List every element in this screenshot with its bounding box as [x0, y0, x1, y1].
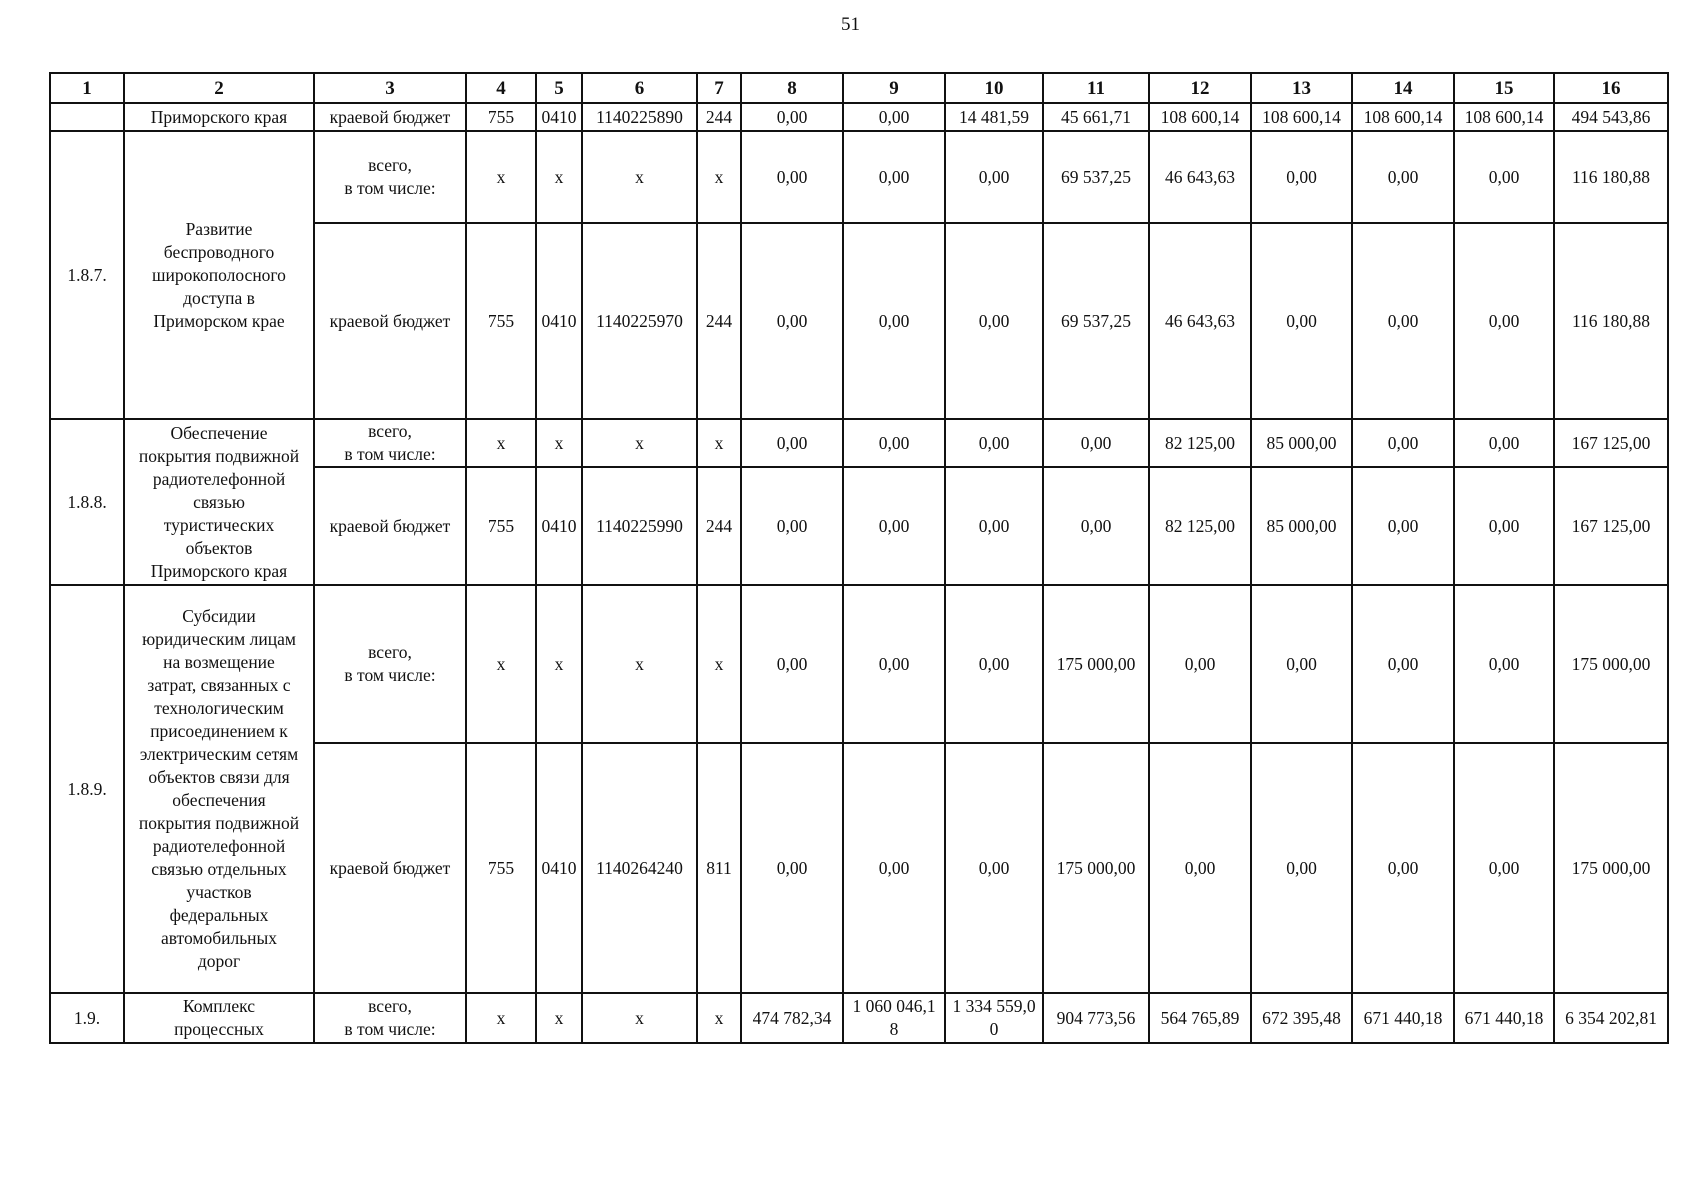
expense-type-code: x [697, 993, 741, 1043]
funding-source [314, 223, 466, 419]
column-header-5: 5 [536, 73, 582, 103]
amount-cell: 0,00 [1149, 743, 1251, 993]
column-header-16: 16 [1554, 73, 1668, 103]
grbs-code: 755 [466, 743, 536, 993]
amount-cell: 0,00 [1454, 743, 1554, 993]
amount-cell: 0,00 [1352, 467, 1454, 585]
funding-source-line: всего, [368, 155, 412, 175]
section-code: 0410 [536, 103, 582, 131]
measure-name-line: покрытия подвижной [138, 813, 300, 833]
amount-cell: 69 537,25 [1043, 223, 1149, 419]
funding-source-line: в том числе: [344, 444, 436, 464]
measure-name-line: обеспечения [172, 790, 266, 810]
target-article-code: x [582, 131, 697, 223]
amount-cell: 0,00 [1251, 585, 1352, 743]
amount-cell: 175 000,00 [1043, 585, 1149, 743]
amount-cell: 672 395,48 [1251, 993, 1352, 1043]
amount-cell: 0,00 [843, 131, 945, 223]
section-code: 0410 [536, 467, 582, 585]
amount-line: 8 [889, 1019, 899, 1039]
measure-name-line: Приморского края [150, 106, 288, 127]
amount-cell: 108 600,14 [1149, 103, 1251, 131]
amount-cell: 167 125,00 [1554, 419, 1668, 467]
amount-cell: 0,00 [1454, 131, 1554, 223]
measure-name-line: процессных [174, 1019, 264, 1039]
amount-cell: 108 600,14 [1454, 103, 1554, 131]
header-row [50, 73, 1668, 103]
table-row [50, 131, 1668, 223]
expense-type-code: x [697, 131, 741, 223]
amount-cell: 0,00 [1251, 743, 1352, 993]
measure-name-line: юридическим лицам [142, 629, 296, 649]
amount-cell: 0,00 [1454, 467, 1554, 585]
expense-type-code: x [697, 419, 741, 467]
amount-cell: 0,00 [741, 585, 843, 743]
expense-type-code: 244 [697, 223, 741, 419]
target-article-code: 1140225970 [582, 223, 697, 419]
expense-type-code: 244 [697, 103, 741, 131]
measure-name-line: автомобильных [160, 928, 278, 948]
measure-name [124, 103, 314, 131]
funding-source-line: краевой бюджет [329, 515, 451, 536]
grbs-code: 755 [466, 467, 536, 585]
column-header-12: 12 [1149, 73, 1251, 103]
measure-name-line: Развитие [185, 218, 253, 239]
measure-name [124, 419, 314, 585]
measure-name-line: покрытия подвижной [138, 445, 300, 466]
funding-source [314, 103, 466, 131]
measure-name-line: Приморского края [150, 560, 288, 581]
measure-name-line: объектов связи для [148, 767, 290, 787]
grbs-code: x [466, 131, 536, 223]
column-header-1: 1 [50, 73, 124, 103]
measure-name-line: радиотелефонной [152, 468, 286, 489]
row-number: 1.8.7. [50, 131, 124, 419]
amount-cell: 904 773,56 [1043, 993, 1149, 1043]
funding-source-line: в том числе: [344, 178, 436, 198]
budget-table [49, 72, 1669, 1044]
amount-cell: 46 643,63 [1149, 131, 1251, 223]
amount-cell: 0,00 [1149, 585, 1251, 743]
table-header [50, 73, 1668, 103]
amount-cell: 6 354 202,81 [1554, 993, 1668, 1043]
amount-cell: 0,00 [1251, 131, 1352, 223]
amount-cell: 0,00 [843, 103, 945, 131]
amount-cell: 85 000,00 [1251, 419, 1352, 467]
expense-type-code: 811 [697, 743, 741, 993]
measure-name-line: связью отдельных [151, 859, 287, 879]
row-number: 1.9. [50, 993, 124, 1043]
expense-type-code: 244 [697, 467, 741, 585]
amount-cell: 85 000,00 [1251, 467, 1352, 585]
amount-cell: 0,00 [1352, 131, 1454, 223]
measure-name-line: беспроводного [163, 241, 275, 262]
amount-cell: 0,00 [741, 103, 843, 131]
measure-name [124, 993, 314, 1043]
amount-cell: 45 661,71 [1043, 103, 1149, 131]
amount-cell: 0,00 [843, 743, 945, 993]
measure-name-line: радиотелефонной [152, 836, 286, 856]
funding-source [314, 467, 466, 585]
table-row [50, 585, 1668, 743]
column-header-15: 15 [1454, 73, 1554, 103]
row-number: 1.8.8. [50, 419, 124, 585]
amount-cell: 108 600,14 [1352, 103, 1454, 131]
amount-cell: 0,00 [843, 419, 945, 467]
amount-cell [945, 993, 1043, 1043]
grbs-code: x [466, 993, 536, 1043]
column-header-3: 3 [314, 73, 466, 103]
grbs-code: 755 [466, 103, 536, 131]
section-code: x [536, 419, 582, 467]
section-code: x [536, 585, 582, 743]
page-number: 51 [841, 14, 860, 35]
target-article-code: 1140225890 [582, 103, 697, 131]
section-code: x [536, 993, 582, 1043]
column-header-8: 8 [741, 73, 843, 103]
amount-cell: 46 643,63 [1149, 223, 1251, 419]
row-number: 1.8.9. [50, 585, 124, 993]
amount-cell: 82 125,00 [1149, 419, 1251, 467]
amount-cell: 0,00 [1352, 419, 1454, 467]
grbs-code: x [466, 419, 536, 467]
measure-name-line: туристических [163, 514, 275, 535]
amount-cell: 0,00 [741, 419, 843, 467]
measure-name-line: дорог [197, 951, 241, 971]
amount-cell: 0,00 [945, 131, 1043, 223]
funding-source-line: краевой бюджет [329, 857, 451, 878]
amount-cell: 175 000,00 [1043, 743, 1149, 993]
measure-name-line: присоединением к [150, 721, 288, 741]
target-article-code: x [582, 993, 697, 1043]
measure-name-line: электрическим сетям [139, 744, 299, 764]
amount-cell: 116 180,88 [1554, 223, 1668, 419]
measure-name-line: Комплекс [183, 996, 255, 1016]
amount-cell: 494 543,86 [1554, 103, 1668, 131]
funding-source [314, 585, 466, 743]
amount-cell: 0,00 [1043, 419, 1149, 467]
measure-name-line: Субсидии [182, 606, 256, 626]
funding-source-line: в том числе: [344, 1019, 436, 1039]
amount-cell: 0,00 [1251, 223, 1352, 419]
amount-line: 0 [989, 1019, 999, 1039]
measure-name-line: доступа в [183, 287, 255, 308]
measure-name [124, 585, 314, 993]
funding-source-line: всего, [368, 642, 412, 662]
amount-cell: 0,00 [1352, 743, 1454, 993]
column-header-14: 14 [1352, 73, 1454, 103]
funding-source [314, 131, 466, 223]
amount-cell: 0,00 [1043, 467, 1149, 585]
table-row [50, 419, 1668, 467]
column-header-4: 4 [466, 73, 536, 103]
amount-cell: 0,00 [1454, 419, 1554, 467]
amount-cell: 0,00 [741, 223, 843, 419]
measure-name-line: затрат, связанных с [147, 675, 291, 695]
amount-cell [843, 993, 945, 1043]
grbs-code: 755 [466, 223, 536, 419]
column-header-7: 7 [697, 73, 741, 103]
amount-cell: 0,00 [945, 467, 1043, 585]
amount-cell: 0,00 [1454, 223, 1554, 419]
funding-source-line: всего, [368, 996, 412, 1016]
amount-cell: 0,00 [1352, 585, 1454, 743]
funding-source-line: краевой бюджет [329, 106, 451, 127]
measure-name-line: широкополосного [152, 264, 286, 285]
measure-name-line: Обеспечение [170, 422, 268, 443]
target-article-code: x [582, 419, 697, 467]
measure-name-line: федеральных [169, 905, 269, 925]
funding-source [314, 419, 466, 467]
measure-name-line: связью [193, 491, 245, 512]
amount-cell: 116 180,88 [1554, 131, 1668, 223]
measure-name-line: участков [186, 882, 252, 902]
funding-source [314, 993, 466, 1043]
amount-cell: 671 440,18 [1454, 993, 1554, 1043]
row-number [50, 103, 124, 131]
funding-source-line: в том числе: [344, 665, 436, 685]
amount-cell: 0,00 [843, 223, 945, 419]
amount-cell: 167 125,00 [1554, 467, 1668, 585]
amount-cell: 108 600,14 [1251, 103, 1352, 131]
amount-cell: 0,00 [741, 743, 843, 993]
measure-name-line: Приморском крае [153, 310, 285, 331]
amount-cell: 0,00 [945, 223, 1043, 419]
amount-cell: 0,00 [1454, 585, 1554, 743]
amount-cell: 0,00 [1352, 223, 1454, 419]
table-row [50, 993, 1668, 1043]
expense-type-code: x [697, 585, 741, 743]
amount-line: 1 060 046,1 [852, 996, 936, 1016]
measure-name-line: на возмещение [163, 652, 275, 672]
amount-cell: 0,00 [741, 131, 843, 223]
column-header-6: 6 [582, 73, 697, 103]
funding-source-line: краевой бюджет [329, 310, 451, 331]
table-body [50, 103, 1668, 1043]
amount-cell: 69 537,25 [1043, 131, 1149, 223]
amount-cell: 175 000,00 [1554, 743, 1668, 993]
grbs-code: x [466, 585, 536, 743]
funding-source [314, 743, 466, 993]
target-article-code: 1140225990 [582, 467, 697, 585]
amount-cell: 14 481,59 [945, 103, 1043, 131]
amount-cell: 175 000,00 [1554, 585, 1668, 743]
column-header-13: 13 [1251, 73, 1352, 103]
section-code: 0410 [536, 743, 582, 993]
amount-cell: 0,00 [843, 585, 945, 743]
table-row [50, 103, 1668, 131]
column-header-10: 10 [945, 73, 1043, 103]
funding-source-line: всего, [368, 421, 412, 441]
measure-name-line: технологическим [154, 698, 284, 718]
amount-cell: 0,00 [945, 743, 1043, 993]
amount-cell: 564 765,89 [1149, 993, 1251, 1043]
column-header-9: 9 [843, 73, 945, 103]
amount-cell: 0,00 [945, 585, 1043, 743]
amount-cell: 0,00 [945, 419, 1043, 467]
section-code: 0410 [536, 223, 582, 419]
amount-cell: 0,00 [843, 467, 945, 585]
amount-cell: 0,00 [741, 467, 843, 585]
target-article-code: x [582, 585, 697, 743]
amount-cell: 82 125,00 [1149, 467, 1251, 585]
column-header-11: 11 [1043, 73, 1149, 103]
measure-name [124, 131, 314, 419]
measure-name-line: объектов [185, 537, 253, 558]
amount-line: 1 334 559,0 [952, 996, 1036, 1016]
amount-cell: 474 782,34 [741, 993, 843, 1043]
column-header-2: 2 [124, 73, 314, 103]
section-code: x [536, 131, 582, 223]
target-article-code: 1140264240 [582, 743, 697, 993]
amount-cell: 671 440,18 [1352, 993, 1454, 1043]
